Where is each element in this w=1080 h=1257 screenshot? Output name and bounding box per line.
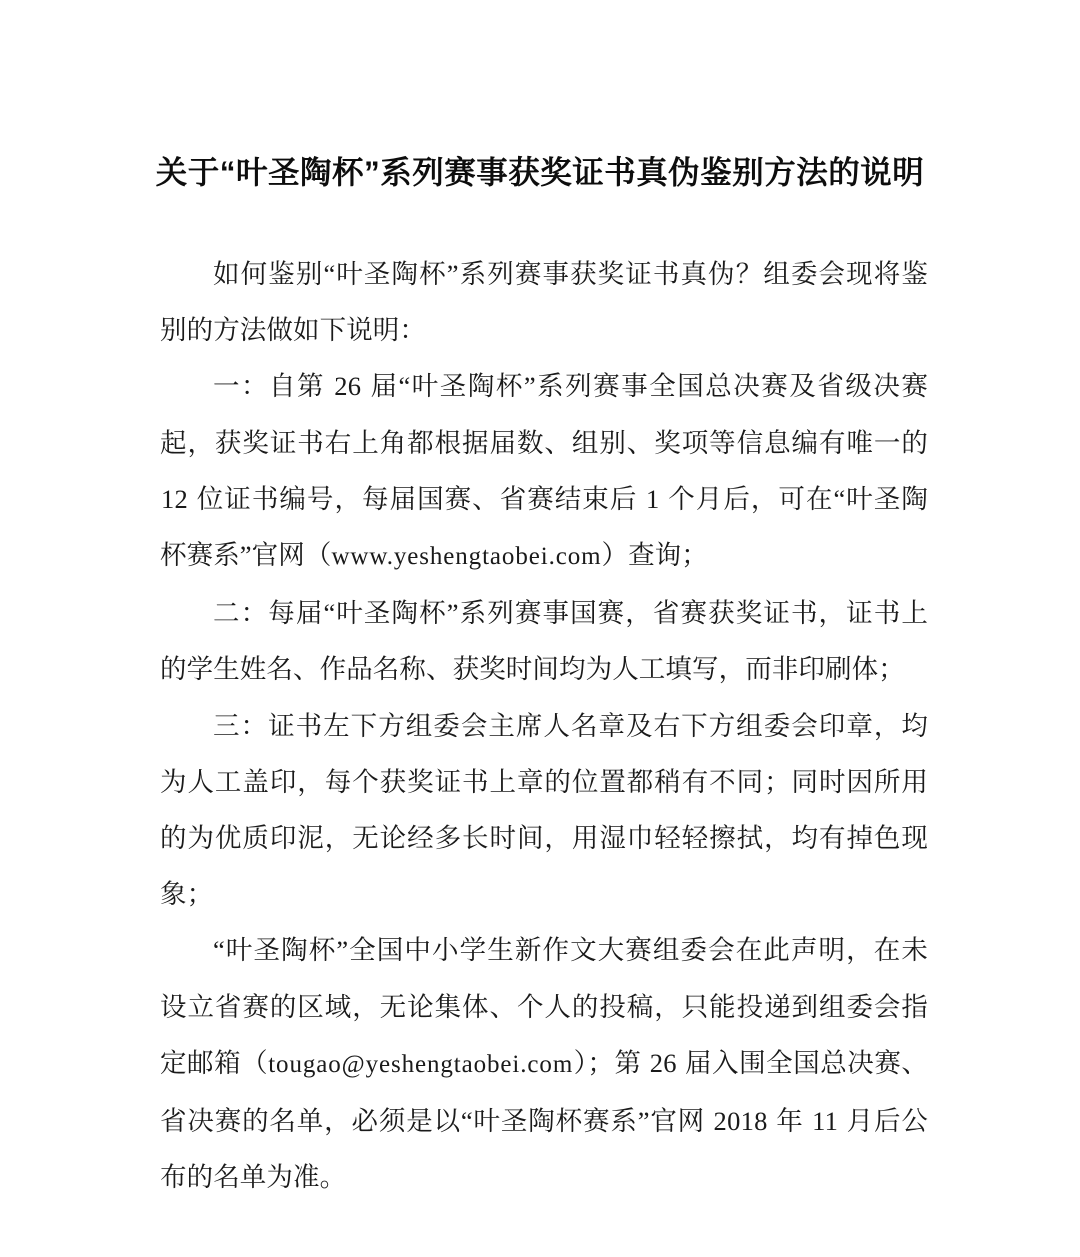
paragraph-item-2: 二：每届“叶圣陶杯”系列赛事国赛，省赛获奖证书，证书上的学生姓名、作品名称、获奖时间均为人工填写，而非印刷体；: [160, 598, 928, 685]
inline-latin-run: tougao@yeshengtaobei.com: [268, 1050, 574, 1078]
paragraph-declaration: “叶圣陶杯”全国中小学生新作文大赛组委会在此声明，在未设立省赛的区域，无论集体、个人的投稿，只能投递到组委会指定邮箱（tougao@yeshengtaobei.com）；第 26 届入围全国总决赛、省决赛的名单，必须是以“叶圣陶杯赛系”官网 2018 年 11 月后公布的名单为准。: [160, 935, 928, 1193]
inline-latin-run: 12: [161, 483, 189, 514]
inline-latin-run: 11: [812, 1106, 839, 1137]
inline-latin-run: 1: [646, 483, 660, 514]
page-title: 关于“叶圣陶杯”系列赛事获奖证书真伪鉴别方法的说明: [155, 154, 925, 191]
inline-latin-run: 26: [649, 1047, 677, 1078]
inline-latin-run: www.yeshengtaobei.com: [331, 543, 602, 571]
paragraph-item-1: 一：自第 26 届“叶圣陶杯”系列赛事全国总决赛及省级决赛起，获奖证书右上角都根据届数、组别、奖项等信息编有唯一的 12 位证书编号，每届国赛、省赛结束后 1 个月后，可在“叶圣陶杯赛系”官网（www.yeshengtaobei.com）查询；: [160, 371, 929, 571]
inline-latin-run: 2018: [713, 1106, 768, 1137]
paragraph-item-3: 三：证书左下方组委会主席人名章及右下方组委会印章，均为人工盖印，每个获奖证书上章的位置都稍有不同；同时因所用的为优质印泥，无论经多长时间，用湿巾轻轻擦拭，均有掉色现象；: [160, 710, 928, 910]
document-body: [160, 246, 928, 1205]
paragraph-intro: 如何鉴别“叶圣陶杯”系列赛事获奖证书真伪？组委会现将鉴别的方法做如下说明：: [160, 259, 928, 346]
inline-latin-run: 26: [334, 371, 362, 402]
